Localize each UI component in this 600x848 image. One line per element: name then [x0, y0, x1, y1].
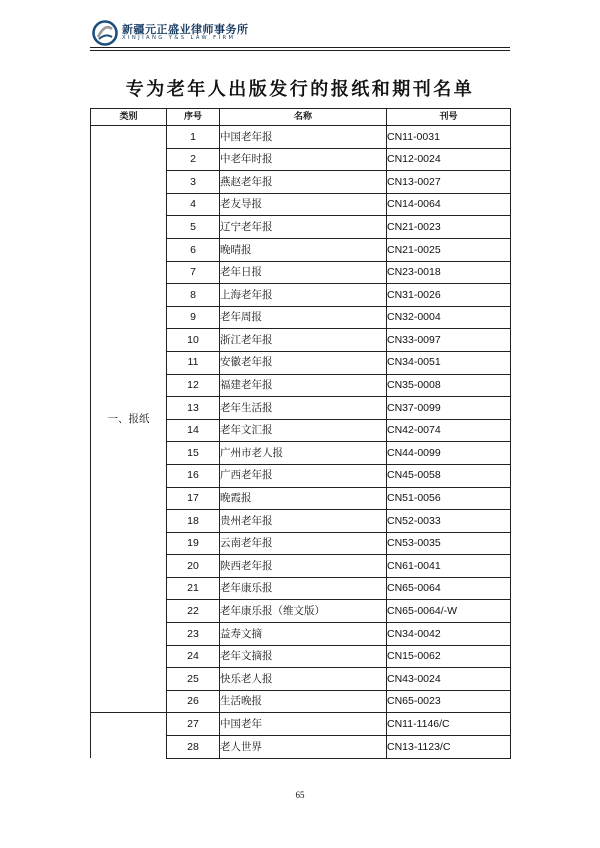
publication-name: 老年文汇报 — [220, 419, 387, 442]
row-number: 24 — [167, 645, 220, 668]
publication-name: 老年日报 — [220, 261, 387, 284]
row-number: 28 — [167, 736, 220, 759]
publication-code: CN51-0056 — [387, 487, 511, 510]
publication-name: 老年康乐报 — [220, 577, 387, 600]
row-number: 17 — [167, 487, 220, 510]
row-number: 19 — [167, 532, 220, 555]
publication-name: 上海老年报 — [220, 284, 387, 307]
publication-code: CN32-0004 — [387, 306, 511, 329]
row-number: 13 — [167, 397, 220, 420]
publication-code: CN31-0026 — [387, 284, 511, 307]
row-number: 7 — [167, 261, 220, 284]
publication-table — [90, 108, 511, 759]
publication-name: 老年康乐报（维文版） — [220, 600, 387, 623]
publication-code: CN13-0027 — [387, 171, 511, 194]
row-number: 15 — [167, 442, 220, 465]
publication-code: CN11-1146/C — [387, 713, 511, 736]
category-cell: 一、报纸 — [91, 126, 167, 713]
row-number: 16 — [167, 464, 220, 487]
firm-logo-icon — [92, 20, 118, 46]
publication-code: CN11-0031 — [387, 126, 511, 149]
publication-name: 中国老年报 — [220, 126, 387, 149]
header-divider-bottom — [90, 50, 510, 51]
publication-code: CN53-0035 — [387, 532, 511, 555]
row-number: 26 — [167, 690, 220, 713]
publication-name: 老年文摘报 — [220, 645, 387, 668]
header-index: 序号 — [167, 109, 220, 126]
publication-code: CN15-0062 — [387, 645, 511, 668]
publication-code: CN33-0097 — [387, 329, 511, 352]
publication-code: CN65-0023 — [387, 690, 511, 713]
publication-name: 晚霞报 — [220, 487, 387, 510]
publication-code: CN42-0074 — [387, 419, 511, 442]
publication-name: 老友导报 — [220, 193, 387, 216]
row-number: 14 — [167, 419, 220, 442]
row-number: 27 — [167, 713, 220, 736]
firm-name-cn: 新疆元正盛业律师事务所 — [122, 23, 249, 36]
publication-code: CN21-0023 — [387, 216, 511, 239]
publication-code: CN21-0025 — [387, 238, 511, 261]
publication-code: CN37-0099 — [387, 397, 511, 420]
row-number: 20 — [167, 555, 220, 578]
row-number: 6 — [167, 238, 220, 261]
publication-code: CN23-0018 — [387, 261, 511, 284]
publication-name: 贵州老年报 — [220, 510, 387, 533]
row-number: 2 — [167, 148, 220, 171]
publication-name: 老年周报 — [220, 306, 387, 329]
publication-name: 老人世界 — [220, 736, 387, 759]
publication-code: CN34-0042 — [387, 623, 511, 646]
row-number: 1 — [167, 126, 220, 149]
publication-name: 浙江老年报 — [220, 329, 387, 352]
publication-code: CN61-0041 — [387, 555, 511, 578]
publication-code: CN65-0064/-W — [387, 600, 511, 623]
firm-name-en: XINJIANG Y&S LAW FIRM — [122, 35, 236, 41]
publication-code: CN35-0008 — [387, 374, 511, 397]
publication-name: 陕西老年报 — [220, 555, 387, 578]
row-number: 25 — [167, 668, 220, 691]
publication-code: CN13-1123/C — [387, 736, 511, 759]
publication-name: 燕赵老年报 — [220, 171, 387, 194]
row-number: 5 — [167, 216, 220, 239]
row-number: 8 — [167, 284, 220, 307]
publication-code: CN45-0058 — [387, 464, 511, 487]
publication-name: 快乐老人报 — [220, 668, 387, 691]
publication-name: 福建老年报 — [220, 374, 387, 397]
header-divider-top — [90, 47, 510, 48]
publication-name: 晚晴报 — [220, 238, 387, 261]
publication-code: CN34-0051 — [387, 351, 511, 374]
row-number: 22 — [167, 600, 220, 623]
publication-name: 中老年时报 — [220, 148, 387, 171]
row-number: 4 — [167, 193, 220, 216]
publication-code: CN44-0099 — [387, 442, 511, 465]
table-header-row — [91, 109, 511, 126]
publication-code: CN43-0024 — [387, 668, 511, 691]
header-category: 类别 — [91, 109, 167, 126]
row-number: 23 — [167, 623, 220, 646]
row-number: 10 — [167, 329, 220, 352]
publication-code: CN12-0024 — [387, 148, 511, 171]
publication-name: 益寿文摘 — [220, 623, 387, 646]
publication-name: 广州市老人报 — [220, 442, 387, 465]
publication-name: 生活晚报 — [220, 690, 387, 713]
category-cell — [91, 713, 167, 758]
page-title: 专为老年人出版发行的报纸和期刊名单 — [125, 79, 475, 100]
publication-code: CN14-0064 — [387, 193, 511, 216]
row-number: 21 — [167, 577, 220, 600]
header-code: 刊号 — [387, 109, 511, 126]
table-row — [91, 713, 511, 736]
publication-name: 云南老年报 — [220, 532, 387, 555]
publication-name: 广西老年报 — [220, 464, 387, 487]
publication-name: 中国老年 — [220, 713, 387, 736]
publication-name: 老年生活报 — [220, 397, 387, 420]
header-name: 名称 — [220, 109, 387, 126]
publication-name: 辽宁老年报 — [220, 216, 387, 239]
page-number: 65 — [295, 790, 305, 800]
row-number: 3 — [167, 171, 220, 194]
table-row — [91, 126, 511, 149]
row-number: 11 — [167, 351, 220, 374]
row-number: 12 — [167, 374, 220, 397]
row-number: 9 — [167, 306, 220, 329]
publication-code: CN65-0064 — [387, 577, 511, 600]
publication-code: CN52-0033 — [387, 510, 511, 533]
publication-name: 安徽老年报 — [220, 351, 387, 374]
row-number: 18 — [167, 510, 220, 533]
